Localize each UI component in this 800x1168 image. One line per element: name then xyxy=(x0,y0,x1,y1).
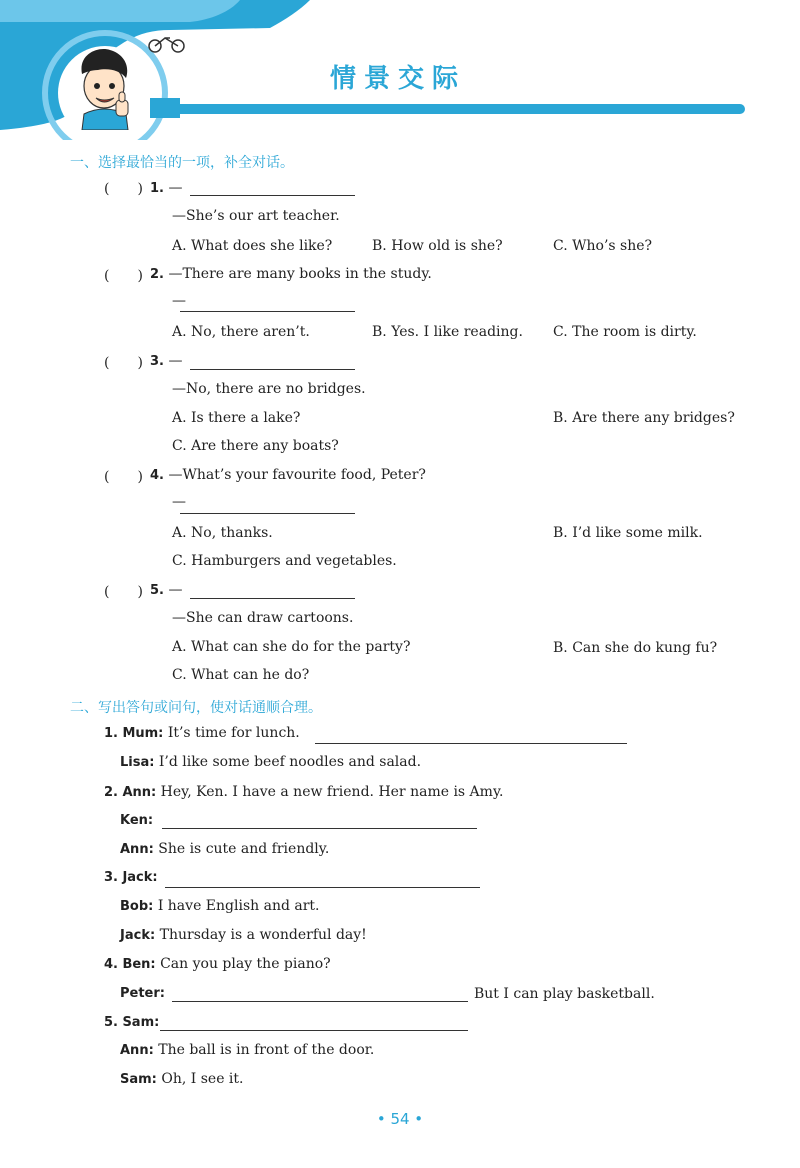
q-num: 3. xyxy=(104,870,118,885)
dash: — xyxy=(168,353,183,369)
dialog-text: Can you play the piano? xyxy=(160,956,331,972)
dialog-text: The ball is in front of the door. xyxy=(158,1042,375,1058)
question-number xyxy=(150,582,182,598)
answer-blank[interactable] xyxy=(180,311,355,312)
dialog-line xyxy=(104,956,331,972)
dialog-line xyxy=(120,754,421,770)
answer-blank[interactable] xyxy=(190,195,355,196)
question-number xyxy=(150,180,182,196)
question-line xyxy=(150,266,432,282)
speaker: Jack: xyxy=(122,870,158,885)
dialog-line xyxy=(104,1014,159,1030)
dialog-line xyxy=(120,985,165,1001)
speaker: Sam: xyxy=(122,1015,160,1030)
option-a: A. What does she like? xyxy=(172,238,333,254)
dialog-line xyxy=(120,841,329,857)
dialog-text: But I can play basketball. xyxy=(474,986,655,1002)
dialog-text: Thursday is a wonderful day! xyxy=(159,927,367,943)
option-a: A. What can she do for the party? xyxy=(172,639,411,655)
dialog-text: Hey, Ken. I have a new friend. Her name is Amy. xyxy=(160,784,504,800)
speaker: Peter: xyxy=(120,986,165,1001)
speaker: Sam: xyxy=(120,1072,157,1087)
speaker: Ann: xyxy=(120,842,154,857)
dialog-text: I have English and art. xyxy=(157,898,320,914)
option-b: B. Yes. I like reading. xyxy=(372,324,523,340)
speaker: Ben: xyxy=(122,957,156,972)
answer-blank[interactable] xyxy=(160,1030,468,1031)
answer-blank[interactable] xyxy=(172,1001,468,1002)
dialog-line: —There are many books in the study. xyxy=(168,266,432,282)
option-c: C. Are there any boats? xyxy=(172,438,339,454)
dash: — xyxy=(168,180,183,196)
dialog-text: I’d like some beef noodles and salad. xyxy=(158,754,422,770)
dialog-line: —She can draw cartoons. xyxy=(172,610,354,626)
option-b: B. How old is she? xyxy=(372,238,503,254)
dialog-line: —What’s your favourite food, Peter? xyxy=(168,467,426,483)
option-c: C. Who’s she? xyxy=(553,238,653,254)
q-num: 4. xyxy=(104,957,118,972)
option-c: C. The room is dirty. xyxy=(553,324,697,340)
dialog-line xyxy=(120,1042,374,1058)
answer-blank[interactable] xyxy=(190,369,355,370)
answer-blank[interactable] xyxy=(165,887,480,888)
dialog-line xyxy=(120,927,367,943)
dialog-text: She is cute and friendly. xyxy=(158,841,330,857)
dialog-line xyxy=(104,784,503,800)
dialog-text: It’s time for lunch. xyxy=(167,725,300,741)
page-number: • 54 • xyxy=(376,1110,424,1128)
boy-mascot-icon xyxy=(68,44,140,130)
page-title: 情景交际 xyxy=(330,64,467,94)
q-num: 4. xyxy=(150,468,164,483)
q-num: 1. xyxy=(104,726,118,741)
q-num: 3. xyxy=(150,354,164,369)
dialog-line xyxy=(104,725,300,741)
option-c: C. What can he do? xyxy=(172,667,310,683)
dash: — xyxy=(168,582,183,598)
q-num: 5. xyxy=(104,1015,118,1030)
answer-paren[interactable]: ( ) xyxy=(104,469,143,485)
option-a: A. No, there aren’t. xyxy=(172,324,310,340)
speaker: Ann: xyxy=(120,1043,154,1058)
q-num: 2. xyxy=(104,785,118,800)
speaker: Bob: xyxy=(120,899,154,914)
option-c: C. Hamburgers and vegetables. xyxy=(172,553,397,569)
dash: — xyxy=(172,494,186,510)
option-a: A. No, thanks. xyxy=(172,525,273,541)
q-num: 5. xyxy=(150,583,164,598)
q-num: 1. xyxy=(150,181,164,196)
answer-paren[interactable]: ( ) xyxy=(104,268,143,284)
answer-blank[interactable] xyxy=(180,513,355,514)
dialog-line xyxy=(120,898,320,914)
dialog-line xyxy=(120,812,153,828)
section-heading: 一、选择最恰当的一项，补全对话。 xyxy=(70,155,294,171)
speaker: Mum: xyxy=(122,726,164,741)
answer-paren[interactable]: ( ) xyxy=(104,584,143,600)
dialog-line: —No, there are no bridges. xyxy=(172,381,366,397)
speaker: Ann: xyxy=(122,785,157,800)
question-line xyxy=(150,467,426,483)
section-heading: 二、写出答句或问句，使对话通顺合理。 xyxy=(70,700,322,716)
dialog-text: Oh, I see it. xyxy=(161,1071,244,1087)
option-a: A. Is there a lake? xyxy=(172,410,301,426)
answer-paren[interactable]: ( ) xyxy=(104,181,143,197)
answer-blank[interactable] xyxy=(162,828,477,829)
speaker: Lisa: xyxy=(120,755,155,770)
dialog-line: —She’s our art teacher. xyxy=(172,208,340,224)
dialog-line xyxy=(104,869,158,885)
question-number xyxy=(150,353,182,369)
q-num: 2. xyxy=(150,267,164,282)
speaker: Jack: xyxy=(120,928,156,943)
dash: — xyxy=(172,293,186,309)
option-b: B. Can she do kung fu? xyxy=(553,640,718,656)
dialog-line xyxy=(120,1071,243,1087)
answer-blank[interactable] xyxy=(190,598,355,599)
speaker: Ken: xyxy=(120,813,154,828)
option-b: B. I’d like some milk. xyxy=(553,525,703,541)
answer-blank[interactable] xyxy=(315,743,627,744)
option-b: B. Are there any bridges? xyxy=(553,410,735,426)
answer-paren[interactable]: ( ) xyxy=(104,355,143,371)
